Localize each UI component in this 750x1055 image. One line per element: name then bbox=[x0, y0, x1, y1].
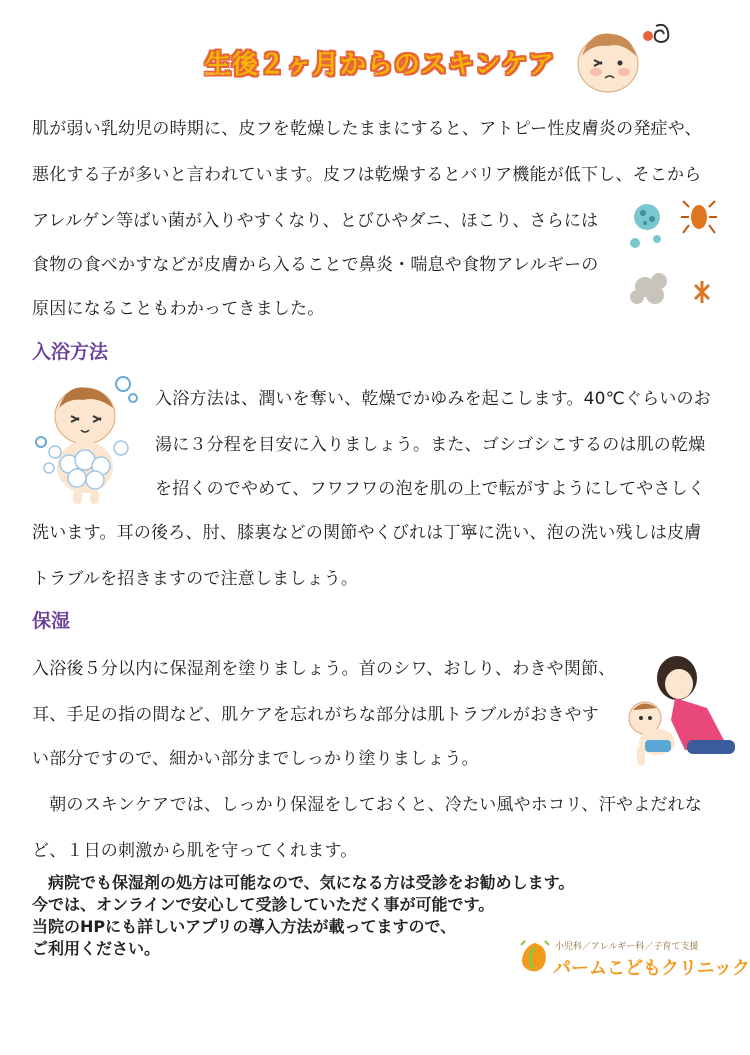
note-line-1: 病院でも保湿剤の処方は可能なので、気になる方は受診をお勧めします。 bbox=[32, 873, 575, 892]
intro-line-2: 悪化する子が多いと言われています。皮フは乾燥するとバリア機能が低下し、そこから bbox=[32, 165, 702, 185]
germs-mites-illustration bbox=[625, 195, 725, 320]
bath-heading: 入浴方法 bbox=[32, 341, 109, 363]
mother-baby-illustration bbox=[615, 650, 740, 775]
intro-line-1: 肌が弱い乳幼児の時期に、皮フを乾燥したままにすると、アトピー性皮膚炎の発症や、 bbox=[32, 119, 702, 139]
moist-line-2: 耳、手足の指の間など、肌ケアを忘れがちな部分は肌トラブルがおきやす bbox=[32, 705, 599, 725]
bath-line-1: 入浴方法は、潤いを奪い、乾燥でかゆみを起こします。40℃ぐらいのお bbox=[155, 389, 711, 409]
moist-line-4: 朝のスキンケアでは、しっかり保湿をしておくと、冷たい風やホコリ、汗やよだれな bbox=[32, 795, 702, 815]
intro-line-3: アレルゲン等ばい菌が入りやすくなり、とびひやダニ、ほこり、さらには bbox=[32, 211, 599, 231]
bath-line-5: トラブルを招きますので注意しましょう。 bbox=[32, 569, 359, 589]
bath-line-4: 洗います。耳の後ろ、肘、膝裏などの関節やくびれは丁寧に洗い、泡の洗い残しは皮膚 bbox=[32, 523, 702, 543]
moist-line-3: い部分ですので、細かい部分までしっかり塗りましょう。 bbox=[32, 749, 479, 769]
note-line-4: ご利用ください。 bbox=[32, 939, 161, 958]
intro-line-5: 原因になることもわかってきました。 bbox=[32, 299, 325, 319]
bathing-baby-illustration bbox=[35, 372, 145, 507]
clinic-logo-icon bbox=[515, 937, 555, 977]
moist-heading: 保湿 bbox=[32, 610, 71, 632]
bath-line-3: を招くのでやめて、フワフワの泡を肌の上で転がすようにしてやさしく bbox=[155, 479, 706, 499]
intro-line-4: 食物の食べかすなどが皮膚から入ることで鼻炎・喘息や食物アレルギーの bbox=[32, 255, 599, 275]
note-line-3: 当院のHPにも詳しいアプリの導入方法が載ってますので、 bbox=[32, 917, 457, 936]
moist-line-5: ど、１日の刺激から肌を守ってくれます。 bbox=[32, 841, 358, 861]
page-title: 生後２ヶ月からのスキンケア bbox=[204, 50, 556, 80]
baby-face-illustration bbox=[570, 16, 680, 96]
clinic-subtitle: 小児科／アレルギー科／子育て支援 bbox=[555, 942, 699, 952]
moist-line-1: 入浴後５分以内に保湿剤を塗りましょう。首のシワ、おしり、わきや関節、 bbox=[32, 659, 616, 679]
bath-line-2: 湯に３分程を目安に入りましょう。また、ゴシゴシこするのは肌の乾燥 bbox=[155, 435, 706, 455]
note-line-2: 今では、オンラインで安心して受診していただく事が可能です。 bbox=[32, 895, 495, 914]
clinic-name: パームこどもクリニック bbox=[553, 958, 750, 979]
